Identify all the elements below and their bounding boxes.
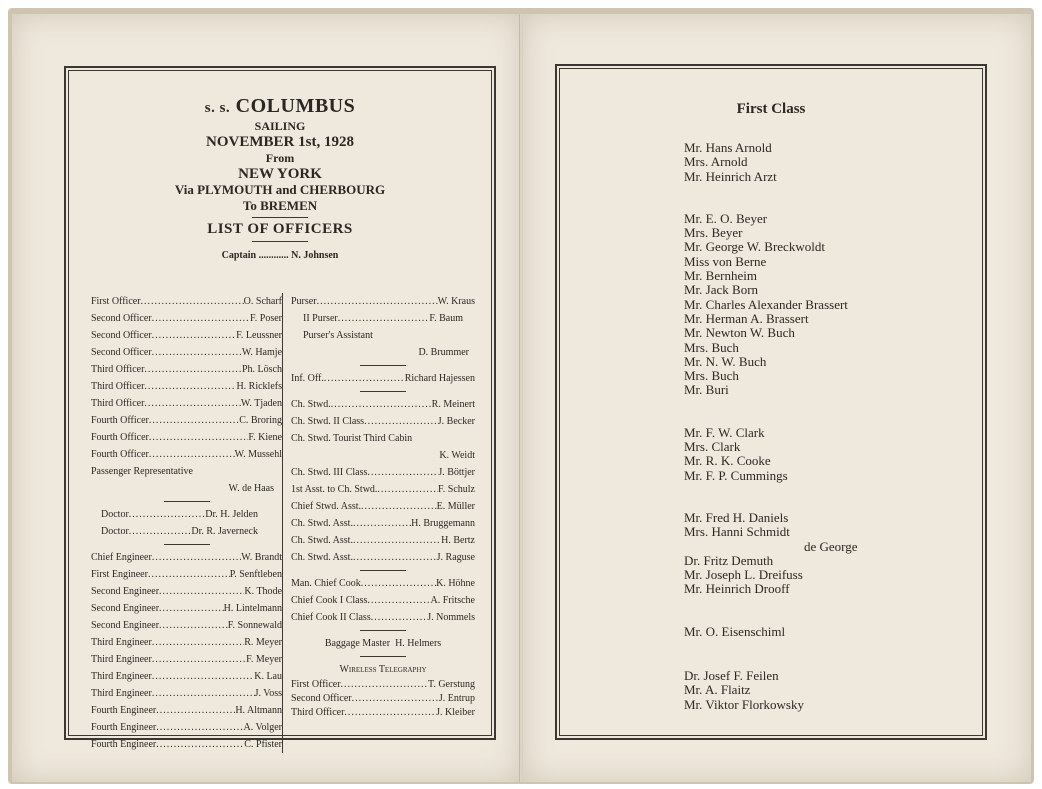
- passenger-list: [684, 141, 858, 740]
- passenger-name: Mrs. Arnold: [684, 154, 748, 170]
- officer-row: Second Officer ..... F. Poser: [91, 310, 282, 327]
- officer-row: Third Officer ..... W. Tjaden: [91, 395, 282, 412]
- passenger-rep-label: Passenger Representative: [91, 466, 193, 477]
- passenger-name: Mr. Buri: [684, 382, 729, 398]
- passenger-name: Mr. N. W. Buch: [684, 353, 767, 369]
- wireless-row: Second Officer ..... J. Entrup: [291, 692, 475, 706]
- passenger-name: Mrs. Buch: [684, 368, 739, 384]
- passenger-group-d: [684, 511, 858, 597]
- left-page: [12, 14, 521, 782]
- passenger-name: Mr. Heinrich Drooff: [684, 581, 790, 597]
- officer-row: Second Officer ..... F. Leussner: [91, 327, 282, 344]
- left-frame: [64, 66, 496, 750]
- divider: [360, 656, 406, 657]
- passenger-name: Mr. Herman A. Brassert: [684, 310, 809, 326]
- divider: [360, 391, 406, 392]
- engineer-row: Second Engineer ..... F. Sonnewald: [91, 617, 282, 634]
- from-label: From: [265, 151, 295, 165]
- officer-row: Third Officer ..... H. Ricklefs: [91, 378, 282, 395]
- passenger-name: Mr. George W. Breckwoldt: [684, 239, 825, 255]
- engineer-row: First Engineer ..... P. Senftleben: [91, 566, 282, 583]
- engineer-row: Second Engineer ..... K. Thode: [91, 583, 282, 600]
- officer-row: Fourth Officer ..... F. Kiene: [91, 429, 282, 446]
- passenger-name: Mrs. Hanni Schmidt: [684, 524, 790, 540]
- passenger-name: Miss von Berne: [684, 253, 767, 269]
- passenger-name: Mr. Hans Arnold: [684, 140, 772, 155]
- destination-port: To BREMEN: [242, 198, 318, 213]
- officer-row: Third Officer ..... Ph. Lösch: [91, 361, 282, 378]
- passenger-group-c: [684, 426, 858, 483]
- engineer-row: Fourth Engineer ..... H. Altmann: [91, 702, 282, 719]
- sailing-header: [69, 95, 491, 261]
- officers-title: LIST OF OFFICERS: [207, 221, 353, 237]
- steward-row: Ch. Stwd. Asst. ..... J. Raguse: [291, 549, 475, 566]
- passenger-name: Mr. F. W. Clark: [684, 424, 765, 440]
- passenger-name: Mr. Joseph L. Dreifuss: [684, 567, 803, 583]
- cook-row: Chief Cook II Class ..... J. Nommels: [291, 609, 475, 626]
- inf-off-row: Inf. Off. ..... Richard Hajessen: [291, 370, 475, 387]
- tourist-steward-name: K. Weidt: [439, 450, 475, 461]
- passenger-name: Mr. R. K. Cooke: [684, 453, 771, 469]
- booklet: [8, 8, 1034, 784]
- passenger-name: Mr. A. Flaitz: [684, 682, 751, 698]
- passenger-name: Mr. Fred H. Daniels: [684, 509, 789, 525]
- passenger-name: Dr. Fritz Demuth: [684, 552, 774, 568]
- purser-assistant-name: D. Brummer: [418, 347, 469, 358]
- steward-row: Chief Stwd. Asst. ..... E. Müller: [291, 498, 475, 515]
- divider: [360, 630, 406, 631]
- doctor-row: Doctor ..... Dr. R. Javerneck: [101, 523, 258, 540]
- officer-row: Second Officer ..... W. Hamje: [91, 344, 282, 361]
- passenger-name: Mr. Bernheim: [684, 268, 757, 284]
- divider: [252, 217, 308, 218]
- via-ports: Via PLYMOUTH and CHERBOURG: [174, 182, 386, 197]
- passenger-group-f: [684, 669, 858, 712]
- passenger-name: Mrs. Clark: [684, 439, 741, 455]
- divider: [164, 501, 210, 502]
- passenger-name: Mr. Jack Born: [684, 282, 759, 298]
- officer-row: Fourth Officer ..... W. Mussehl: [91, 446, 282, 463]
- ship-name: COLUMBUS: [235, 95, 356, 117]
- purser-row: II Purser ..... F. Baum: [291, 310, 475, 327]
- engineer-row: Third Engineer ..... J. Voss: [91, 685, 282, 702]
- officer-row: First Officer ..... O. Scharf: [91, 293, 282, 310]
- passenger-name: Mr. Viktor Florkowsky: [684, 696, 804, 712]
- officer-row: Fourth Officer ..... C. Broring: [91, 412, 282, 429]
- doctor-row: Doctor ..... Dr. H. Jelden: [101, 506, 258, 523]
- passenger-name: Mr. E. O. Beyer: [684, 210, 768, 226]
- passenger-name-continued: de George: [804, 538, 858, 554]
- divider: [360, 365, 406, 366]
- divider: [164, 544, 210, 545]
- engineer-row: Chief Engineer ..... W. Brandt: [91, 549, 282, 566]
- passenger-name: Mrs. Beyer: [684, 225, 743, 241]
- passenger-name: Mr. O. Eisenschiml: [684, 623, 786, 639]
- passenger-rep-name: W. de Haas: [228, 483, 274, 494]
- cook-row: Man. Chief Cook ..... K. Höhne: [291, 575, 475, 592]
- engineer-row: Third Engineer ..... F. Meyer: [91, 651, 282, 668]
- engineer-row: Third Engineer ..... K. Lau: [91, 668, 282, 685]
- engineer-row: Fourth Engineer ..... A. Volger: [91, 719, 282, 736]
- passenger-name: Mr. Newton W. Buch: [684, 325, 795, 341]
- steward-row: Ch. Stwd. Asst. ..... H. Bertz: [291, 532, 475, 549]
- sailing-label: SAILING: [254, 119, 306, 133]
- engineer-row: Second Engineer ..... H. Lintelmann: [91, 600, 282, 617]
- baggage-master-row: Baggage Master H. Helmers: [324, 638, 442, 649]
- steward-row: Ch. Stwd. Asst. ..... H. Bruggemann: [291, 515, 475, 532]
- ship-title: [69, 95, 491, 118]
- steward-row: 1st Asst. to Ch. Stwd. ..... F. Schulz: [291, 481, 475, 498]
- divider: [252, 241, 308, 242]
- wireless-title: Wireless Telegraphy: [339, 664, 427, 675]
- officers-column-left: [69, 293, 283, 753]
- passenger-group-a: [684, 141, 858, 184]
- first-class-title: First Class: [736, 101, 806, 117]
- passenger-name: Dr. Josef F. Feilen: [684, 668, 779, 684]
- captain-row: Captain ............ N. Johnsen: [221, 250, 339, 261]
- ship-prefix: s. s.: [204, 100, 231, 116]
- right-page: [522, 14, 1031, 782]
- passenger-group-e: [684, 625, 858, 639]
- divider: [360, 570, 406, 571]
- passenger-name: Mr. F. P. Cummings: [684, 467, 788, 483]
- engineer-row: Third Engineer ..... R. Meyer: [91, 634, 282, 651]
- steward-row: Ch. Stwd. ..... R. Meinert: [291, 396, 475, 413]
- wireless-row: First Officer ..... T. Gerstung: [291, 678, 475, 692]
- passenger-group-b: [684, 212, 858, 398]
- officers-column-right: [283, 293, 489, 753]
- passenger-name: Mr. Heinrich Arzt: [684, 168, 777, 184]
- purser-row: Purser ..... W. Kraus: [291, 293, 475, 310]
- passenger-name: Mr. Charles Alexander Brassert: [684, 296, 848, 312]
- passenger-name: Mrs. Buch: [684, 339, 739, 355]
- sailing-date: NOVEMBER 1st, 1928: [206, 134, 354, 150]
- wireless-row: Third Officer ..... J. Kleiber: [291, 706, 475, 720]
- right-frame: [555, 64, 987, 740]
- engineer-row: Fourth Engineer ..... C. Pfister: [91, 736, 282, 753]
- steward-row: Ch. Stwd. II Class ..... J. Becker: [291, 413, 475, 430]
- steward-row: Ch. Stwd. III Class ..... J. Böttjer: [291, 464, 475, 481]
- origin-port: NEW YORK: [238, 166, 322, 182]
- tourist-steward-label: Ch. Stwd. Tourist Third Cabin: [291, 433, 413, 444]
- purser-assistant-label: Purser's Assistant: [303, 330, 373, 341]
- cook-row: Chief Cook I Class ..... A. Fritsche: [291, 592, 475, 609]
